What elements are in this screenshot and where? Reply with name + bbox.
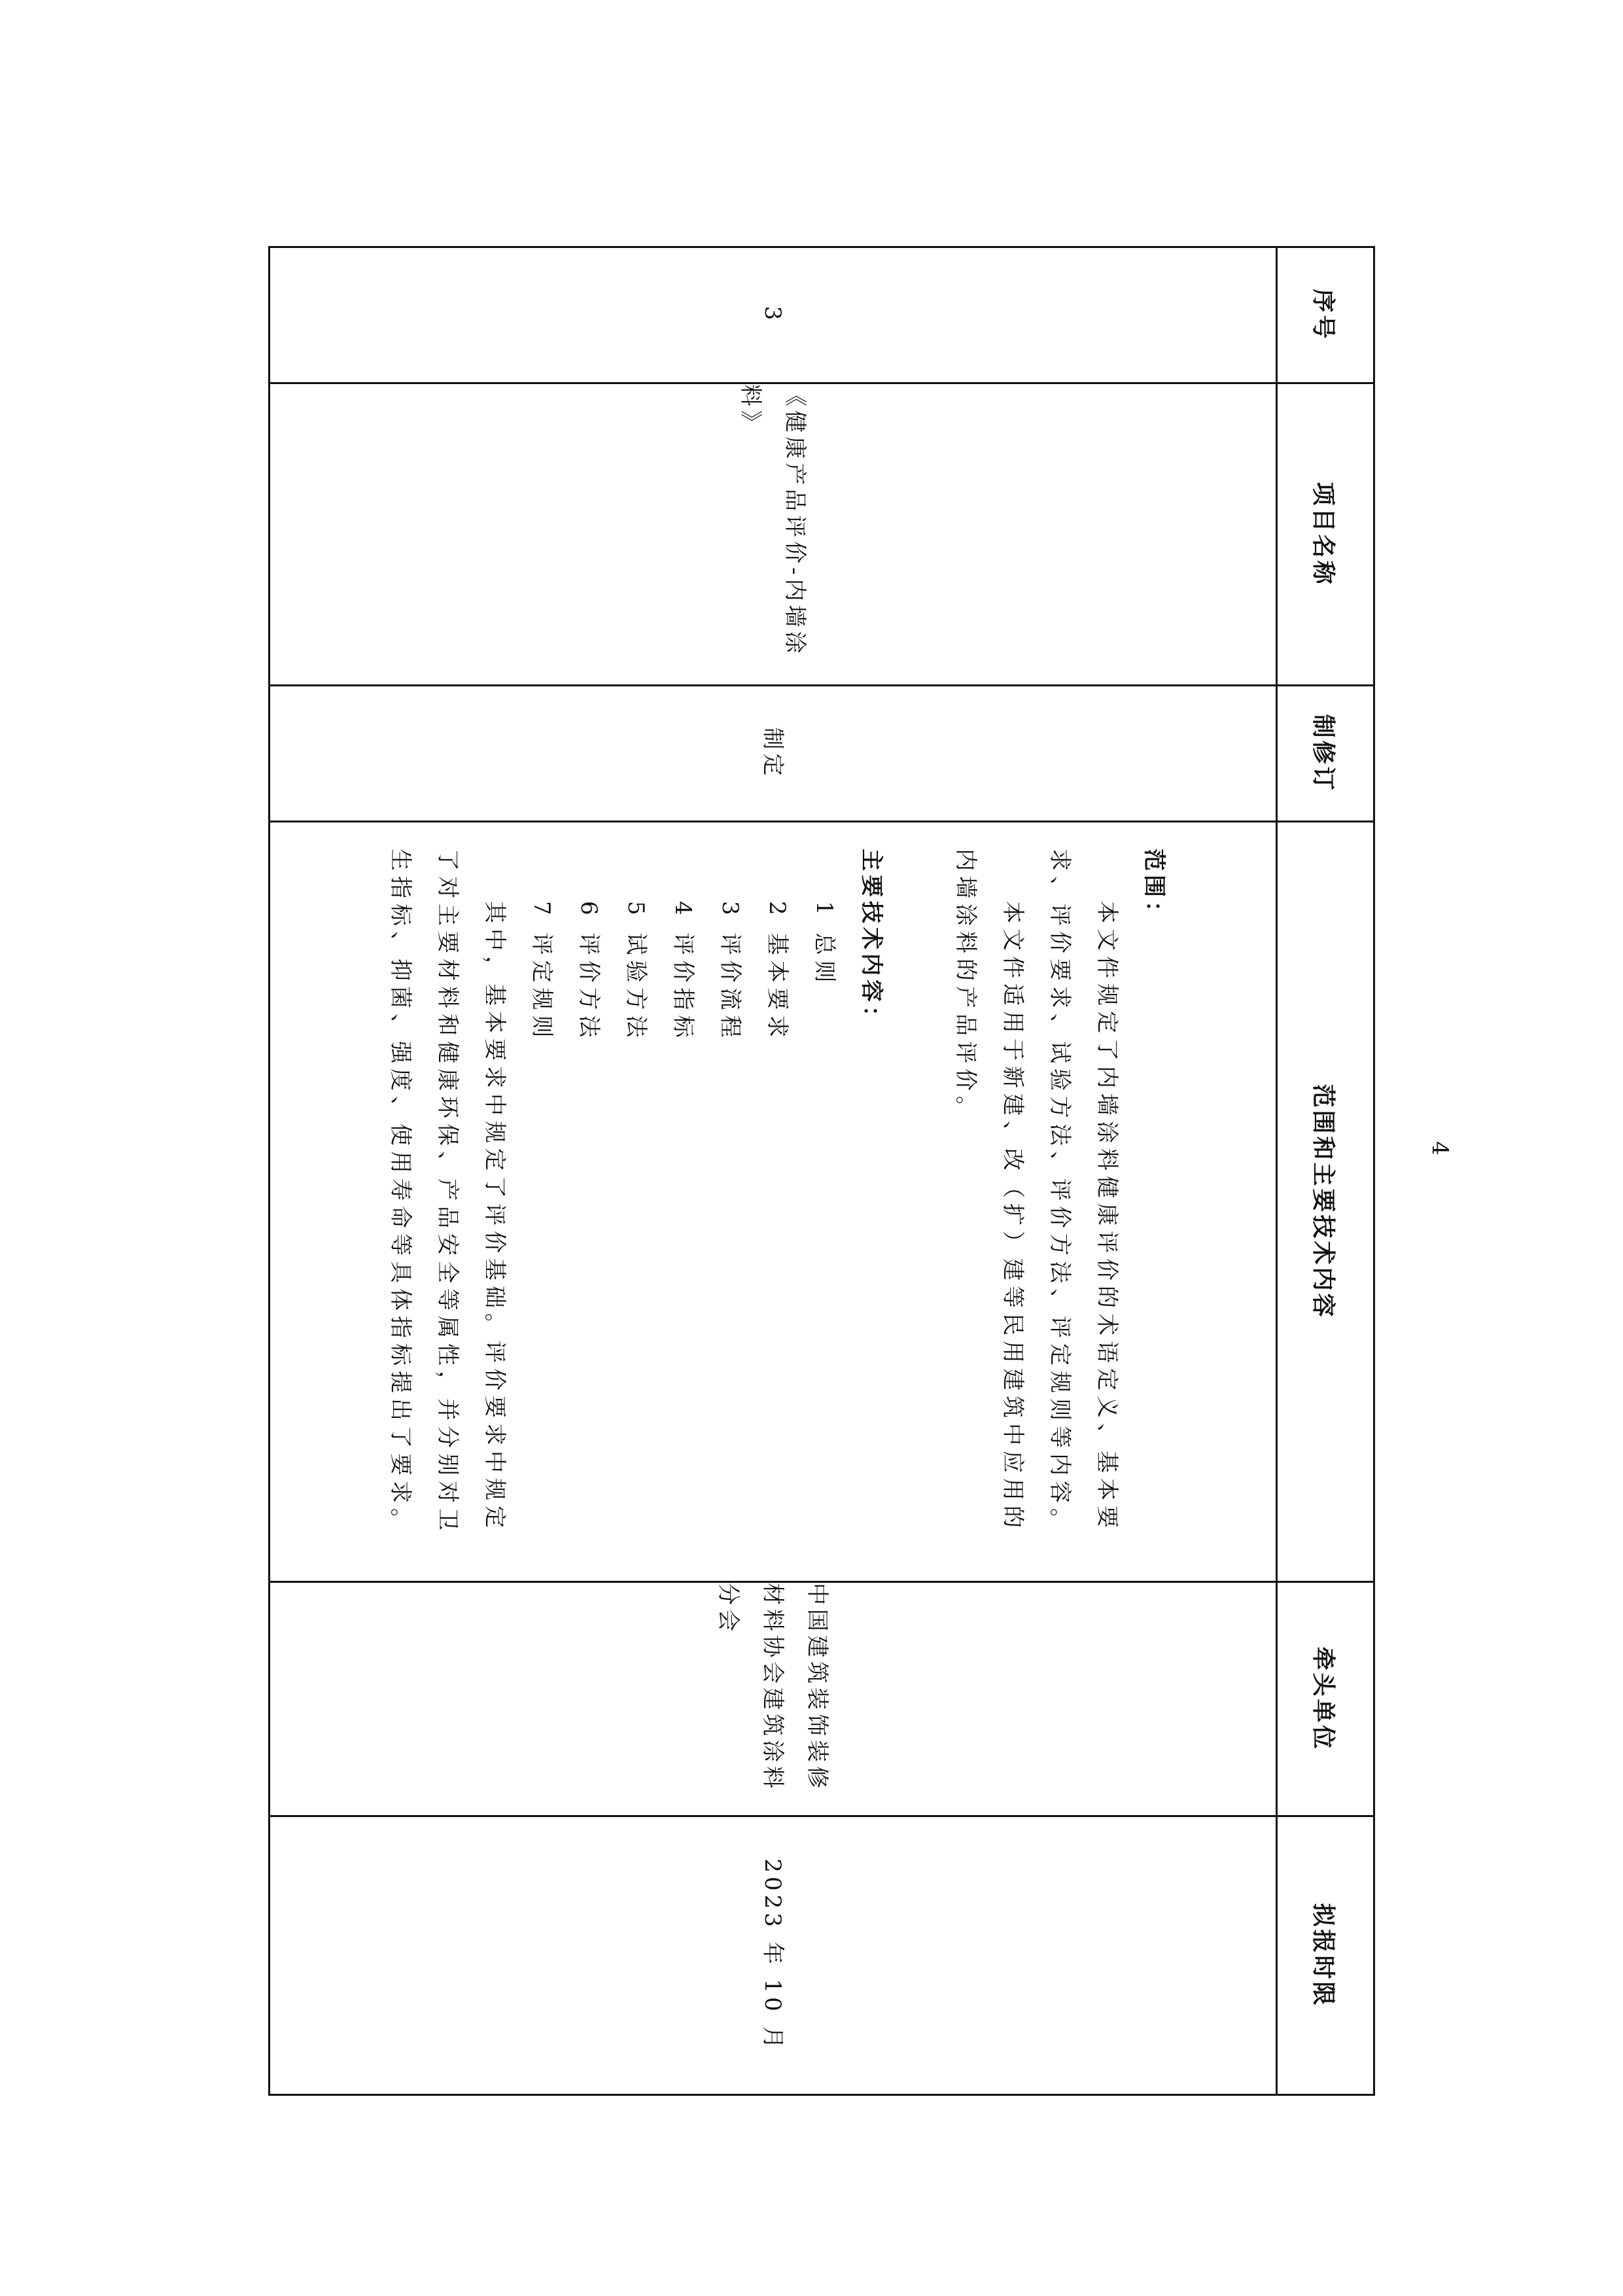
header-no: 序号 xyxy=(1277,247,1374,383)
table-row xyxy=(270,247,1277,2095)
rotated-table-page xyxy=(268,246,1375,2094)
header-lead-unit: 牵头单位 xyxy=(1277,1582,1374,1816)
list-item: 4 评价指标 xyxy=(670,901,696,1043)
scope-paragraph-2: 本文件适用于新建、改（扩）建等民用建筑中应用的内墙涂料的产品评价。 xyxy=(952,849,1026,1533)
cell-revision-type xyxy=(270,686,1277,822)
list-item: 3 评价流程 xyxy=(717,901,743,1043)
project-table xyxy=(268,246,1375,2096)
header-deadline: 拟报时限 xyxy=(1277,1816,1374,2095)
cell-project-name xyxy=(270,383,1277,686)
cell-deadline xyxy=(270,1816,1277,2095)
row-number: 3 xyxy=(759,306,786,325)
header-revision-type: 制修订 xyxy=(1277,686,1374,822)
list-item: 5 试验方法 xyxy=(623,901,649,1043)
header-project-name: 项目名称 xyxy=(1277,383,1374,686)
table-header-row xyxy=(1277,247,1374,2095)
deadline: 2023 年 10 月 xyxy=(759,1858,786,2053)
list-item: 6 评价方法 xyxy=(576,901,602,1043)
lead-unit: 中国建筑装饰装修材料协会建筑涂料分会 xyxy=(715,1583,831,1792)
scope-content xyxy=(351,822,1276,1581)
main-content-heading: 主要技术内容： xyxy=(858,849,884,1032)
revision-type: 制定 xyxy=(759,727,786,780)
cell-scope-content xyxy=(270,822,1277,1582)
page-number: 4 xyxy=(1426,1141,1453,1156)
scope-paragraph-1: 本文件规定了内墙涂料健康评价的术语定义、基本要求、评价要求、试验方法、评价方法、评定规则等内容。 xyxy=(1047,849,1120,1536)
list-item: 7 评定规则 xyxy=(529,901,555,1043)
header-scope-content: 范围和主要技术内容 xyxy=(1277,822,1374,1582)
cell-lead-unit xyxy=(270,1582,1277,1816)
list-item: 2 基本要求 xyxy=(764,901,790,1043)
project-name: 《健康产品评价-内墙涂料》 xyxy=(737,384,809,658)
scope-heading: 范围： xyxy=(1141,849,1167,927)
cell-no xyxy=(270,247,1277,383)
summary-paragraph: 其中，基本要求中规定了评价基础。评价要求中规定了对主要材料和健康环保、产品安全等属性，并分别对卫生指标、抑菌、强度、使用寿命等具体指标提出了要求。 xyxy=(387,849,508,1536)
list-item: 1 总则 xyxy=(811,901,837,988)
